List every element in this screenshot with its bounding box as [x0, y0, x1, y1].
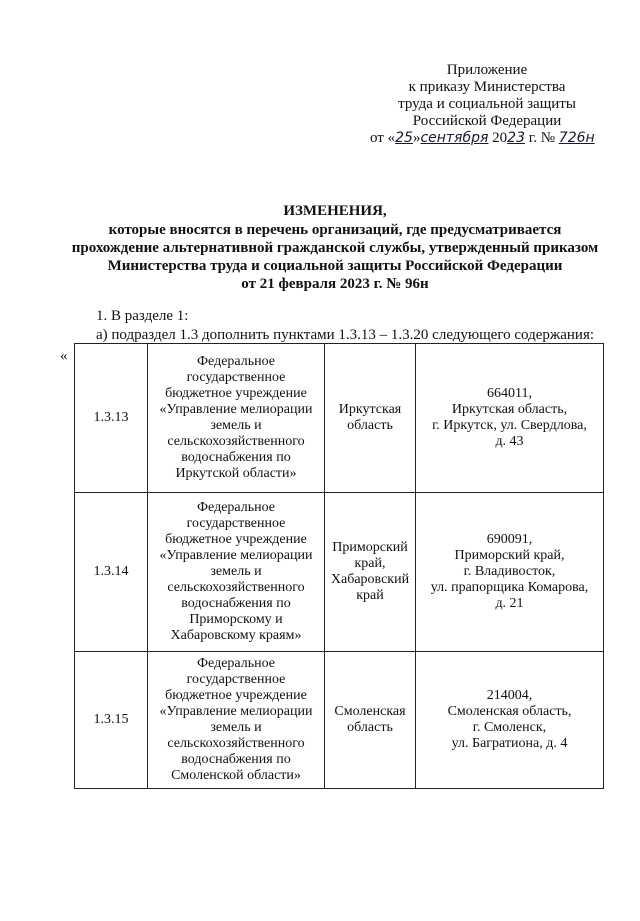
name-line: сельскохозяйственного [167, 434, 305, 449]
address-line: Приморский край, [454, 548, 565, 563]
order-number: 726н [558, 130, 595, 146]
address-line: г. Владивосток, [463, 564, 556, 579]
organization-address [416, 652, 604, 789]
name-line: бюджетное учреждение [165, 688, 307, 703]
title-line-2: прохождение альтернативной гражданской службы, утвержденный приказом [71, 240, 599, 256]
name-line: бюджетное учреждение [165, 386, 307, 401]
organization-address [416, 344, 604, 493]
row-number: 1.3.14 [75, 493, 148, 652]
approval-line-4: Российской Федерации [412, 113, 562, 129]
approval-stamp [362, 62, 612, 147]
region-line: область [347, 720, 393, 735]
address-line: Смоленская область, [447, 704, 572, 719]
section-heading: 1. В разделе 1: [96, 308, 189, 324]
address-line: г. Смоленск, [472, 720, 547, 735]
name-line: сельскохозяйственного [167, 736, 305, 751]
name-line: Федеральное [196, 354, 275, 369]
table-row [75, 344, 604, 493]
region-line: край, [354, 556, 386, 571]
table-row [75, 493, 604, 652]
organization-name [148, 652, 325, 789]
name-line: сельскохозяйственного [167, 580, 305, 595]
name-line: водоснабжения по [181, 450, 291, 465]
address-line: Иркутская область, [451, 402, 568, 417]
address-line: г. Иркутск, ул. Свердлова, [432, 418, 587, 433]
approval-line-1: Приложение [446, 62, 528, 78]
approval-line-3: труда и социальной защиты [398, 96, 576, 112]
name-line: бюджетное учреждение [165, 532, 307, 547]
organization-region [325, 652, 416, 789]
name-line: государственное [186, 516, 286, 531]
title-line-1: которые вносятся в перечень организаций, где предусматривается [108, 222, 562, 238]
document-title [40, 202, 630, 293]
address-line: 690091, [486, 532, 533, 547]
approval-date-line [362, 130, 612, 147]
address-line: ул. Багратиона, д. 4 [451, 736, 568, 751]
title-heading: ИЗМЕНЕНИЯ, [283, 203, 387, 219]
subsection-text: а) подраздел 1.3 дополнить пунктами 1.3.13 – 1.3.20 следующего содержания: [96, 327, 595, 343]
name-line: Иркутской области» [175, 466, 297, 481]
organization-name [148, 493, 325, 652]
name-line: Федеральное [196, 656, 275, 671]
name-line: водоснабжения по [181, 596, 291, 611]
region-line: Смоленская [334, 704, 406, 719]
organization-address [416, 493, 604, 652]
title-line-3: Министерства труда и социальной защиты Российской Федерации [107, 258, 563, 274]
name-line: земель и [210, 564, 262, 579]
region-line: область [347, 418, 393, 433]
date-year-prefix: 20 [488, 130, 508, 146]
organization-region [325, 344, 416, 493]
name-line: Хабаровскому краям» [170, 628, 302, 643]
name-line: водоснабжения по [181, 752, 291, 767]
address-line: д. 21 [495, 596, 524, 611]
date-year-suffix: 23 [507, 130, 525, 146]
date-year-unit: г. № [525, 130, 559, 146]
name-line: «Управление мелиорации [159, 402, 313, 417]
organization-region [325, 493, 416, 652]
date-month: сентября [420, 130, 489, 146]
name-line: Смоленской области» [171, 768, 301, 783]
name-line: Приморскому и [189, 612, 283, 627]
organizations-table [74, 343, 604, 789]
row-number: 1.3.13 [75, 344, 148, 493]
approval-line-2: к приказу Министерства [408, 79, 566, 95]
date-mid: » [412, 130, 421, 146]
name-line: государственное [186, 672, 286, 687]
address-line: 664011, [487, 386, 532, 401]
region-line: край [356, 588, 384, 603]
name-line: земель и [210, 720, 262, 735]
address-line: ул. прапорщика Комарова, [430, 580, 589, 595]
region-line: Хабаровский [330, 572, 410, 587]
region-line: Иркутская [338, 402, 402, 417]
opening-quote: « [60, 348, 68, 364]
date-day: 25 [395, 130, 413, 146]
name-line: земель и [210, 418, 262, 433]
title-line-4: от 21 февраля 2023 г. № 96н [241, 276, 429, 292]
table-row [75, 652, 604, 789]
organization-name [148, 344, 325, 493]
address-line: д. 43 [495, 434, 524, 449]
row-number: 1.3.15 [75, 652, 148, 789]
name-line: государственное [186, 370, 286, 385]
address-line: 214004, [486, 688, 533, 703]
name-line: «Управление мелиорации [159, 704, 313, 719]
date-prefix: от « [370, 130, 396, 146]
name-line: «Управление мелиорации [159, 548, 313, 563]
name-line: Федеральное [196, 500, 275, 515]
region-line: Приморский [332, 540, 408, 555]
